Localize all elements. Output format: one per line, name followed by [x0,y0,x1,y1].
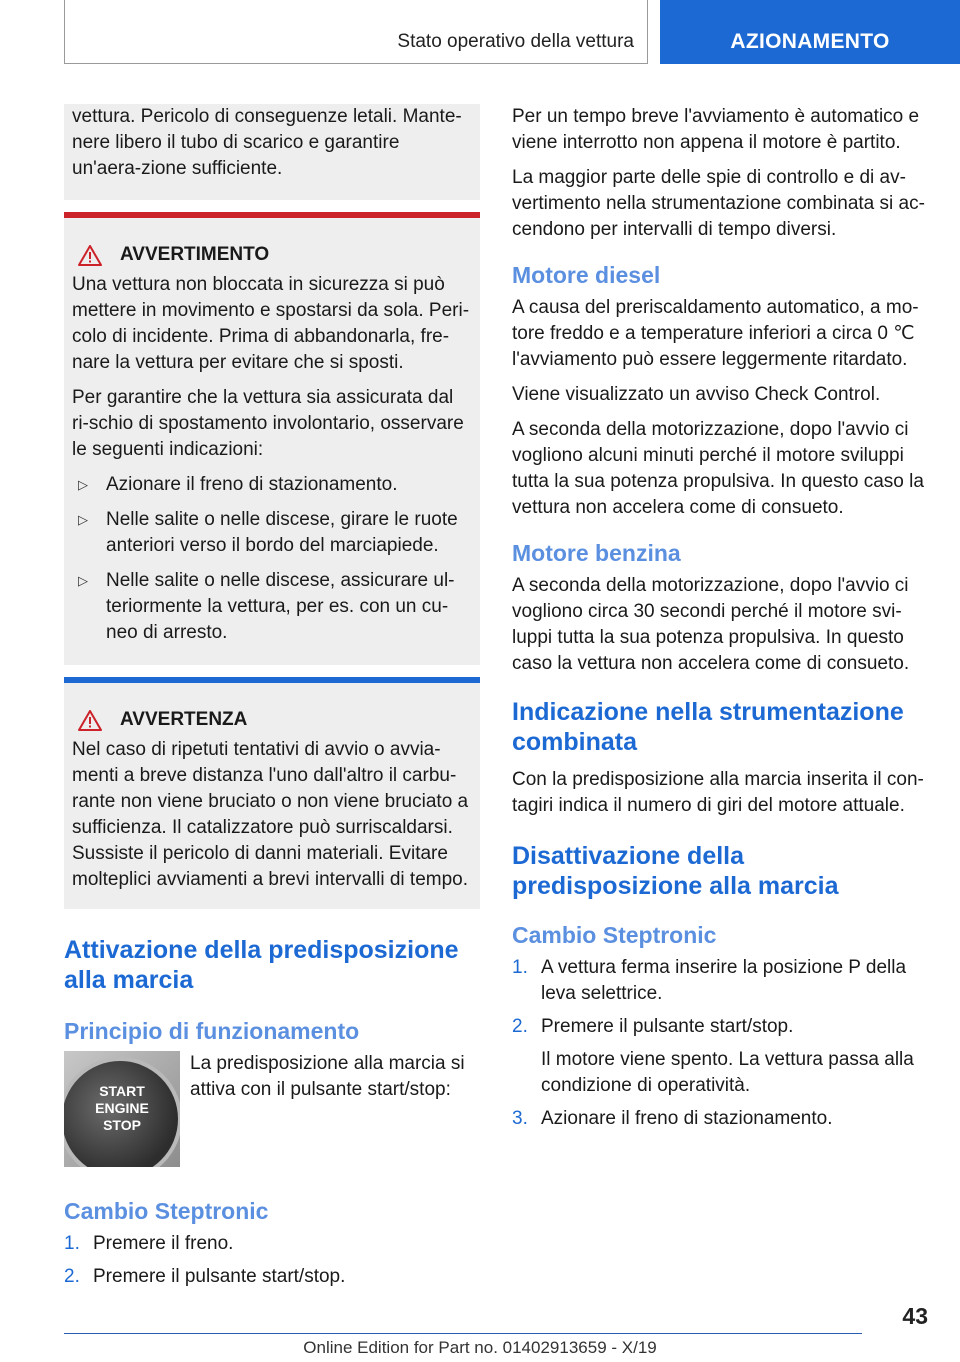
subheading-diesel: Motore diesel [512,262,661,288]
right-paragraph-1: Per un tempo breve l'avviamento è automatico e viene interrotto non appena il motore è partito. [512,106,920,153]
list-item-text: Nelle salite o nelle discese, girare le ruote anteriori verso il bordo del marciapiede. [106,509,458,556]
list-item [72,507,472,559]
principle-figure [64,1051,480,1167]
step-number: 1. [64,1233,80,1254]
petrol-paragraph: A seconda della motorizzazione, dopo l'avvio ci vogliono circa 30 secondi perché il motore svi-luppi tutta la sua potenza propulsiva. In questo caso la vettura non accelera come di consueto. [512,575,910,674]
list-item [72,568,472,646]
step-text: Premere il pulsante start/stop. [93,1266,346,1287]
caution-triangle-icon [78,710,102,731]
triangle-bullet-icon: ▷ [78,512,88,527]
subheading-steptronic-left: Cambio Steptronic [64,1198,269,1224]
activation-steps [64,1231,480,1290]
caution-box [64,677,480,909]
start-stop-button-image [64,1051,180,1167]
step-text: A vettura ferma inserire la posizione P della leva selettrice. [541,957,907,1004]
left-column [64,104,480,1297]
list-item-text: Nelle salite o nelle discese, assicurare ul-teriormente la vettura, per es. con un cu-neo di arresto. [106,570,455,643]
warning-continuation-box [64,104,480,200]
list-item [72,472,472,498]
list-item [512,955,926,1007]
step-text: Premere il pulsante start/stop. [541,1016,794,1037]
triangle-bullet-icon: ▷ [78,477,88,492]
warning-paragraph-2: Per garantire che la vettura sia assicurata dal ri-schio di spostamento involontario, osservare le seguenti indicazioni: [72,387,464,460]
diesel-paragraph-1: A causa del preriscaldamento automatico, a mo-tore freddo e a temperature inferiori a circa 0 ℃ l'avviamento può essere leggermente ritardato. [512,297,919,370]
step-number: 3. [512,1108,528,1129]
step-text: Premere il freno. [93,1233,234,1254]
warning-continuation-text: vettura. Pericolo di conseguenze letali. Mante-nere libero il tubo di scarico e garantire un'aera-zione sufficiente. [72,106,462,179]
step-subtext: Il motore viene spento. La vettura passa alla condizione di operatività. [541,1049,914,1096]
warning-paragraph-1: Una vettura non bloccata in sicurezza si può mettere in movimento e spostarsi da sola. Peri-colo di incidente. Prima di abbandonarla, fre-nare la vettura per evitare che si sposti. [72,274,470,373]
list-item [512,1106,926,1132]
subheading-petrol: Motore benzina [512,540,681,566]
indication-paragraph: Con la predisposizione alla marcia inserita il con-tagiri indica il numero di giri del motore attuale. [512,769,924,816]
diesel-paragraph-2: Viene visualizzato un avviso Check Control. [512,384,881,405]
warning-bullet-list [72,472,472,646]
heading-indication: Indicazione nella strumentazione combinata [512,698,904,756]
step-number: 2. [64,1266,80,1287]
header-section-title: Stato operativo della vettura [64,0,648,64]
caution-title [72,707,472,733]
warning-title [72,242,472,268]
warning-box [64,212,480,665]
step-number: 2. [512,1016,528,1037]
triangle-bullet-icon: ▷ [78,573,88,588]
step-number: 1. [512,957,528,978]
footer-edition: Online Edition for Part no. 01402913659 - X/19 [303,1338,657,1357]
subheading-steptronic-right: Cambio Steptronic [512,922,717,948]
page-number: 43 [902,1303,928,1329]
heading-deactivation: Disattivazione della predisposizione alla marcia [512,842,839,900]
deactivation-steps [512,955,926,1132]
list-item [64,1264,480,1290]
caution-title-text: AVVERTENZA [120,709,248,730]
list-item-text: Azionare il freno di stazionamento. [106,474,398,495]
start-stop-button-label: START ENGINE STOP [95,1083,149,1133]
caution-paragraph: Nel caso di ripetuti tentativi di avvio o avvia-menti a breve distanza l'uno dall'altro il carbu-rante non viene bruciato o non viene bruciato a sufficienza. Il catalizzatore può surriscaldarsi. Sussiste il pericolo di danni materiali. Evitare molteplici avviamenti a brevi intervalli di tempo. [72,739,469,890]
diesel-paragraph-3: A seconda della motorizzazione, dopo l'avvio ci vogliono alcuni minuti perché il motore sviluppi tutta la sua potenza propulsiva. In questo caso la vettura non accelera come di consueto. [512,419,924,518]
step-text: Azionare il freno di stazionamento. [541,1108,833,1129]
principle-text: La predisposizione alla marcia si attiva con il pulsante start/stop: [190,1053,465,1100]
list-item [64,1231,480,1257]
subheading-principle: Principio di funzionamento [64,1018,360,1044]
heading-activation: Attivazione della predisposizione alla marcia [64,936,459,994]
right-column [512,104,926,1139]
footer-divider [64,1333,862,1334]
right-paragraph-2: La maggior parte delle spie di controllo e di av-vertimento nella strumentazione combinata si ac-cendono per intervalli di tempo diversi. [512,167,925,240]
warning-triangle-icon [78,245,102,266]
list-item [512,1014,926,1099]
warning-title-text: AVVERTIMENTO [120,244,270,265]
chapter-tab[interactable]: AZIONAMENTO [660,0,960,64]
